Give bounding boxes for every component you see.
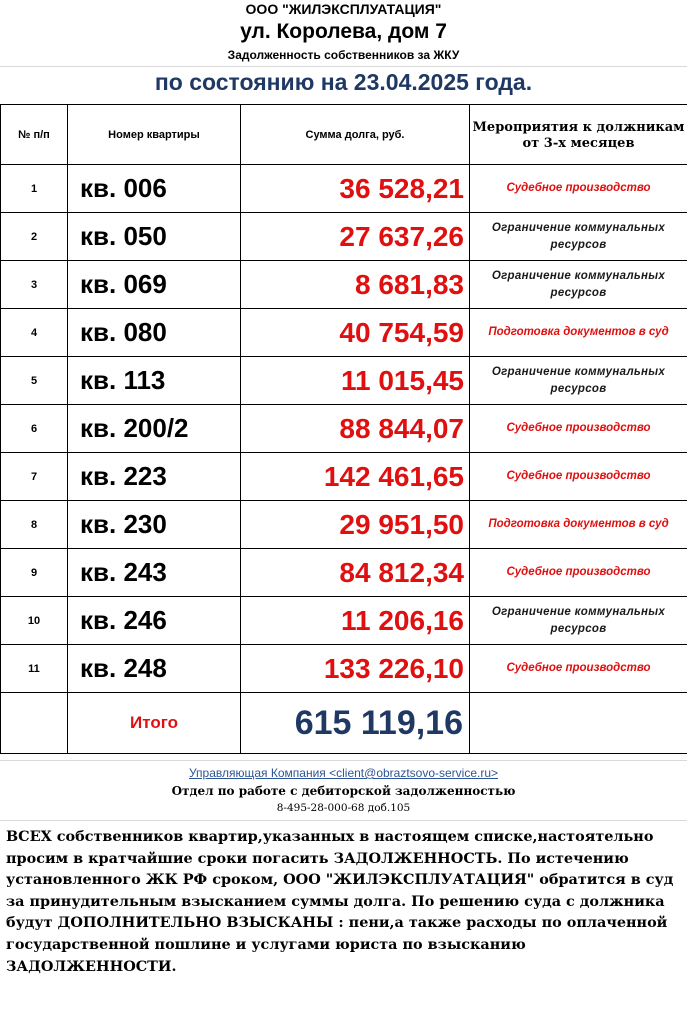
debt-amount: 40 754,59 <box>241 309 470 357</box>
debt-amount: 36 528,21 <box>241 165 470 213</box>
debt-amount: 27 637,26 <box>241 213 470 261</box>
debt-action: Судебное производство <box>470 453 687 501</box>
notice-text: ВСЕХ собственников квартир,указанных в настоящем списке,настоятельно просим в кратчайшие сроки погасить ЗАДОЛЖЕННОСТЬ. По истечению установленного ЖК РФ сроком, ООО "ЖИЛЭКСПЛУАТАЦИЯ" обратится в суд за принудительным взысканием суммы долга. По решению суда с должника будут ДОПОЛНИТЕЛЬНО ВЗЫСКАНЫ : пени,а также расходы по оплаченной государственной пошлине и услугами юриста по взысканию ЗАДОЛЖЕННОСТИ. <box>6 828 674 975</box>
debt-amount: 84 812,34 <box>241 549 470 597</box>
debt-action: Судебное производство <box>470 405 687 453</box>
apartment-number: кв. 050 <box>68 213 241 261</box>
footer-contact <box>0 764 687 782</box>
debt-action: Подготовка документов в суд <box>470 309 687 357</box>
debt-action: Судебное производство <box>470 165 687 213</box>
debt-action: Ограничение коммунальных ресурсов <box>470 213 687 261</box>
as-of-date: по состоянию на 23.04.2025 года. <box>154 69 533 95</box>
apartment-number: кв. 200/2 <box>68 405 241 453</box>
apartment-number: кв. 248 <box>68 645 241 693</box>
table-row <box>1 261 687 309</box>
table-row <box>1 165 687 213</box>
total-row <box>1 693 687 754</box>
department-phone: 8-495-28-000-68 доб.105 <box>276 802 411 814</box>
row-number: 1 <box>1 165 68 213</box>
debt-action: Ограничение коммунальных ресурсов <box>470 261 687 309</box>
table-row <box>1 597 687 645</box>
row-number: 5 <box>1 357 68 405</box>
total-spacer <box>1 693 68 754</box>
building-address: ул. Королева, дом 7 <box>240 20 447 43</box>
department-name: Отдел по работе с дебиторской задолженностью <box>171 784 516 798</box>
apartment-number: кв. 243 <box>68 549 241 597</box>
debt-amount: 8 681,83 <box>241 261 470 309</box>
debt-table <box>0 104 687 754</box>
debt-amount: 11 015,45 <box>241 357 470 405</box>
table-row <box>1 645 687 693</box>
total-spacer-right <box>470 693 687 754</box>
row-number: 8 <box>1 501 68 549</box>
debt-action: Ограничение коммунальных ресурсов <box>470 357 687 405</box>
debt-action: Судебное производство <box>470 549 687 597</box>
debt-action: Ограничение коммунальных ресурсов <box>470 597 687 645</box>
apartment-number: кв. 069 <box>68 261 241 309</box>
table-row <box>1 309 687 357</box>
document-subtitle: Задолженность собственников за ЖКУ <box>227 48 460 62</box>
apartment-number: кв. 113 <box>68 357 241 405</box>
table-row <box>1 405 687 453</box>
column-header-measures: Мероприятия к должникам от 3-х месяцев <box>470 105 687 165</box>
divider <box>0 66 687 67</box>
column-header-apartment: Номер квартиры <box>68 105 241 165</box>
row-number: 6 <box>1 405 68 453</box>
table-row <box>1 549 687 597</box>
table-row <box>1 213 687 261</box>
apartment-number: кв. 246 <box>68 597 241 645</box>
row-number: 9 <box>1 549 68 597</box>
table-row <box>1 501 687 549</box>
divider <box>0 760 687 761</box>
apartment-number: кв. 223 <box>68 453 241 501</box>
company-email-link[interactable]: Управляющая Компания <client@obraztsovo-service.ru> <box>188 766 499 780</box>
table-header-row <box>1 105 687 165</box>
row-number: 10 <box>1 597 68 645</box>
table-row <box>1 453 687 501</box>
row-number: 3 <box>1 261 68 309</box>
row-number: 4 <box>1 309 68 357</box>
row-number: 2 <box>1 213 68 261</box>
company-name: ООО "ЖИЛЭКСПЛУАТАЦИЯ" <box>245 1 442 17</box>
apartment-number: кв. 006 <box>68 165 241 213</box>
debt-amount: 29 951,50 <box>241 501 470 549</box>
apartment-number: кв. 080 <box>68 309 241 357</box>
apartment-number: кв. 230 <box>68 501 241 549</box>
column-header-number: № п/п <box>1 105 68 165</box>
total-label: Итого <box>68 693 241 754</box>
debt-action: Подготовка документов в суд <box>470 501 687 549</box>
row-number: 7 <box>1 453 68 501</box>
debt-amount: 88 844,07 <box>241 405 470 453</box>
divider <box>0 820 687 821</box>
debt-amount: 11 206,16 <box>241 597 470 645</box>
table-row <box>1 357 687 405</box>
total-amount: 615 119,16 <box>241 693 470 754</box>
debt-action: Судебное производство <box>470 645 687 693</box>
column-header-amount: Сумма долга, руб. <box>241 105 470 165</box>
debt-amount: 133 226,10 <box>241 645 470 693</box>
row-number: 11 <box>1 645 68 693</box>
debt-amount: 142 461,65 <box>241 453 470 501</box>
